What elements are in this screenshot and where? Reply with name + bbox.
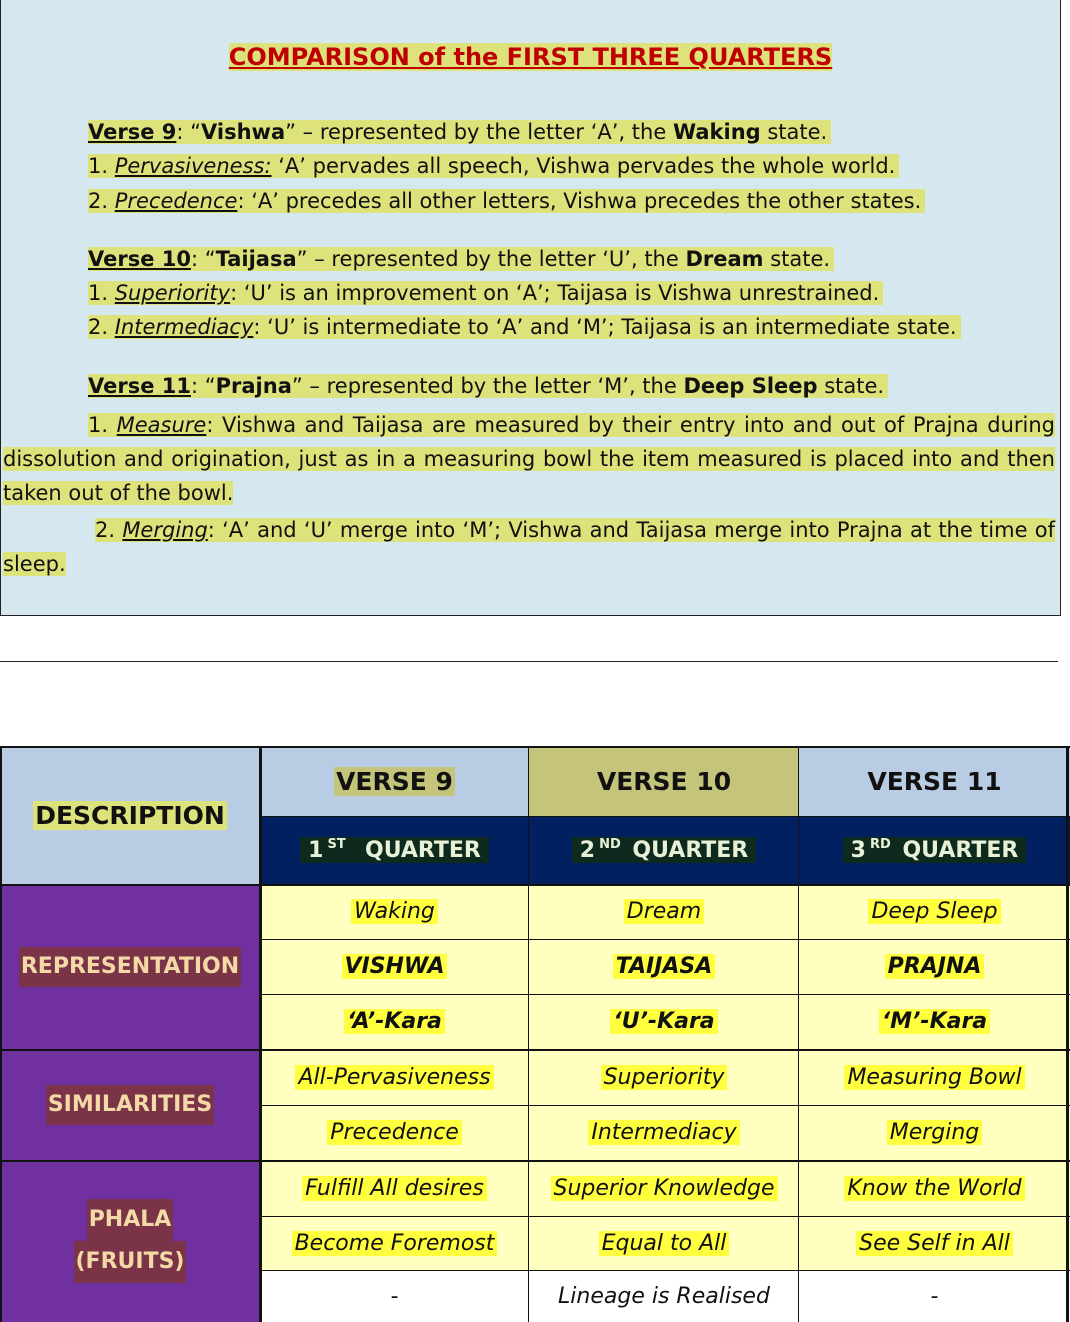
verse11-point1: 1. Measure: Vishwa and Taijasa are measured by their entry into and out of Prajna during dissolution and origination, just as in a measuring bowl the item measured is placed into and then taken out of the bowl. [3, 413, 1055, 505]
phala-cell: - [260, 1270, 529, 1322]
grid-line [260, 1105, 1070, 1106]
comparison-table [0, 746, 1070, 1322]
rep-cell: ‘A’-Kara [260, 994, 529, 1049]
quarter3-header: 3 $^{RD}$ QUARTER [799, 816, 1070, 884]
box-title: COMPARISON of the FIRST THREE QUARTERS [228, 43, 833, 71]
sim-cell: Intermediacy [529, 1105, 799, 1160]
sim-cell: Superiority [529, 1049, 799, 1105]
grid-line [0, 1160, 1070, 1162]
phala-cell: Know the World [799, 1160, 1070, 1216]
grid-line [259, 746, 262, 1322]
rep-cell: VISHWA [260, 939, 529, 994]
verse9-point2: 2. Precedence: ‘A’ precedes all other letters, Vishwa precedes the other states. [88, 186, 925, 216]
verse9-header: VERSE 9 [260, 746, 529, 816]
similarities-label: SIMILARITIES [0, 1049, 260, 1160]
grid-line [528, 746, 529, 1322]
table-border-top [0, 746, 1070, 748]
phala-cell: Lineage is Realised [529, 1270, 799, 1322]
phala-cell: Fulfill All desires [260, 1160, 529, 1216]
grid-line [260, 1270, 1070, 1271]
rep-cell: Deep Sleep [799, 884, 1070, 939]
grid-line [260, 939, 1070, 940]
grid-line [260, 994, 1070, 995]
grid-line [0, 884, 1070, 886]
verse10-header: VERSE 10 [529, 746, 799, 816]
phala-label: PHALA (FRUITS) [0, 1160, 260, 1322]
grid-line [0, 746, 2, 1322]
phala-cell: Equal to All [529, 1216, 799, 1270]
sim-cell: Merging [799, 1105, 1070, 1160]
verse11-header: VERSE 11 [799, 746, 1070, 816]
grid-line [260, 1216, 1070, 1217]
rep-cell: TAIJASA [529, 939, 799, 994]
horizontal-rule [0, 661, 1058, 662]
verse9-heading: Verse 9: “Vishwa” – represented by the letter ‘A’, the Waking state. [88, 117, 831, 147]
rep-cell: ‘M’-Kara [799, 994, 1070, 1049]
verse11-point2: 2. Merging: ‘A’ and ‘U’ merge into ‘M’; Vishwa and Taijasa merge into Prajna at the time of sleep. [3, 518, 1055, 576]
phala-cell: See Self in All [799, 1216, 1070, 1270]
sim-cell: Measuring Bowl [799, 1049, 1070, 1105]
phala-cell: Superior Knowledge [529, 1160, 799, 1216]
quarter1-header: 1 $^{ST}$ QUARTER [260, 816, 529, 884]
comparison-box [0, 0, 1061, 616]
sim-cell: All-Pervasiveness [260, 1049, 529, 1105]
description-header: DESCRIPTION [0, 746, 260, 884]
table-border-right [1066, 746, 1069, 1322]
verse9-point1: 1. Pervasiveness: ‘A’ pervades all speech, Vishwa pervades the whole world. [88, 151, 899, 181]
verse10-point2: 2. Intermediacy: ‘U’ is intermediate to ‘A’ and ‘M’; Taijasa is an intermediate state. [88, 312, 961, 342]
rep-cell: PRAJNA [799, 939, 1070, 994]
sim-cell: Precedence [260, 1105, 529, 1160]
representation-label: REPRESENTATION [0, 884, 260, 1049]
grid-line [798, 746, 799, 1322]
quarter2-header: 2 $^{ND}$ QUARTER [529, 816, 799, 884]
phala-cell: - [799, 1270, 1070, 1322]
grid-line [0, 1049, 1070, 1051]
rep-cell: Dream [529, 884, 799, 939]
verse11-heading: Verse 11: “Prajna” – represented by the letter ‘M’, the Deep Sleep state. [88, 371, 888, 401]
rep-cell: ‘U’-Kara [529, 994, 799, 1049]
rep-cell: Waking [260, 884, 529, 939]
grid-line [260, 816, 1070, 817]
phala-cell: Become Foremost [260, 1216, 529, 1270]
verse10-point1: 1. Superiority: ‘U’ is an improvement on ‘A’; Taijasa is Vishwa unrestrained. [88, 278, 883, 308]
verse10-heading: Verse 10: “Taijasa” – represented by the letter ‘U’, the Dream state. [88, 244, 834, 274]
